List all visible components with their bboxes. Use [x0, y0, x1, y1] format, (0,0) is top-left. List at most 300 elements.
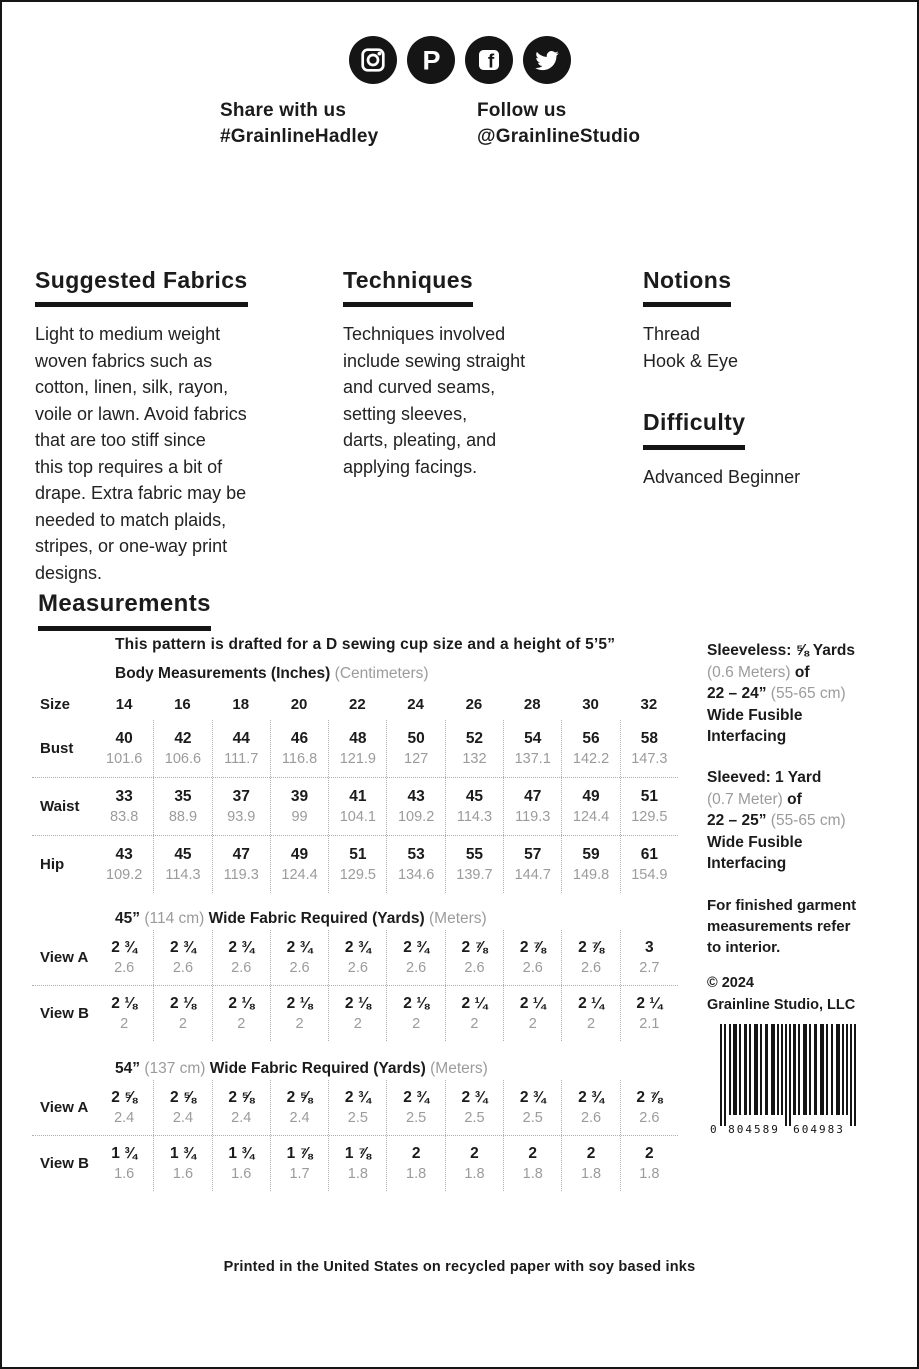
- body-line: drape. Extra fabric may be: [35, 483, 247, 504]
- value-yards: 2 ¾: [519, 1089, 546, 1106]
- value-yards: 2 ⅝: [170, 1089, 196, 1106]
- fabric-cell: [328, 986, 386, 1041]
- fabric-cell: [328, 1136, 386, 1191]
- value-yards: 2 ⅝: [228, 1089, 255, 1106]
- fabric-cell: [153, 1136, 211, 1191]
- table-row-view-b: [32, 985, 678, 1041]
- value-meters: 2.6: [580, 960, 602, 976]
- measure-cell: [153, 778, 211, 835]
- value-yards: 2 ¾: [228, 939, 255, 956]
- fabric-cell: [503, 986, 561, 1041]
- value-yards: 2 ⅛: [228, 995, 255, 1012]
- value-inches: 41: [349, 788, 367, 805]
- fabric-cell: [445, 986, 503, 1041]
- table-row-view-b: [32, 1135, 678, 1191]
- notions-title: Notions: [643, 268, 731, 307]
- value-meters: 1.8: [580, 1166, 602, 1182]
- value-meters: 2.6: [580, 1110, 602, 1126]
- size-value: 20: [290, 696, 308, 713]
- fabric-cell: [386, 1080, 444, 1135]
- body-line: needed to match plaids,: [35, 509, 227, 530]
- body-line: include sewing straight: [343, 350, 526, 371]
- size-value: 30: [582, 696, 599, 713]
- text-line: Interfacing: [707, 728, 787, 745]
- fabric-cell: [153, 1080, 211, 1135]
- fabric-cell: [153, 986, 211, 1041]
- fabric-cell: [620, 930, 678, 985]
- value-inches: 59: [582, 846, 600, 863]
- body-line: woven fabrics such as: [35, 350, 213, 371]
- size-value: 16: [174, 696, 191, 713]
- row-label: View A: [40, 949, 89, 966]
- row-label: Bust: [40, 740, 74, 757]
- fabric-cell: [503, 1080, 561, 1135]
- value-inches: 48: [349, 730, 367, 747]
- measure-cell: [561, 778, 619, 835]
- measure-cell: [328, 836, 386, 893]
- size-value: 18: [232, 696, 250, 713]
- social-icons-row: [2, 36, 917, 84]
- value-inches: 49: [582, 788, 600, 805]
- twitter-icon: [523, 36, 571, 84]
- value-cm: 124.4: [281, 867, 318, 883]
- value-cm: 129.5: [631, 809, 668, 825]
- value-meters: 2.6: [406, 960, 427, 976]
- value-yards: 2 ¾: [461, 1089, 488, 1106]
- sleeveless-interfacing-note: [707, 640, 855, 748]
- measure-cell: [503, 836, 561, 893]
- value-meters: 2: [470, 1016, 479, 1032]
- value-inches: 56: [582, 730, 600, 747]
- value-yards: 2 ¾: [111, 939, 138, 956]
- value-meters: 2.6: [522, 960, 543, 976]
- value-inches: 39: [290, 788, 309, 805]
- text-line: (0.7 Meter) of: [707, 790, 802, 808]
- value-meters: 2.5: [464, 1110, 485, 1126]
- svg-text:P: P: [421, 45, 441, 76]
- value-cm: 114.3: [456, 809, 493, 825]
- value-inches: 58: [640, 730, 658, 747]
- body-line: cotton, linen, silk, rayon,: [35, 377, 229, 398]
- share-block: [220, 98, 378, 150]
- body-line: applying facings.: [343, 456, 478, 477]
- value-yards: 1 ⅞: [344, 1145, 371, 1162]
- measure-cell: [270, 778, 328, 835]
- value-inches: 61: [640, 846, 658, 863]
- measure-cell: [445, 720, 503, 777]
- row-label: Hip: [40, 856, 65, 873]
- value-cm: 88.9: [168, 809, 198, 825]
- measure-cell: [212, 778, 270, 835]
- value-meters: 1.8: [464, 1166, 485, 1182]
- value-yards: 2 ⅛: [286, 995, 313, 1012]
- value-cm: 116.8: [281, 751, 318, 767]
- value-meters: 2.6: [464, 960, 485, 976]
- measure-cell: [445, 778, 503, 835]
- follow-label: Follow us: [477, 100, 567, 121]
- fabric-title-units: (Meters): [429, 910, 487, 927]
- value-yards: 2 ¾: [344, 939, 371, 956]
- fabric-cell: [386, 986, 444, 1041]
- pinterest-icon: [407, 36, 455, 84]
- fabric-cell: [270, 930, 328, 985]
- value-meters: 2: [353, 1016, 362, 1032]
- techniques-title: Techniques: [343, 268, 473, 307]
- body-line: setting sleeves,: [343, 403, 468, 424]
- suggested-fabrics-body: [35, 321, 330, 586]
- value-yards: 2 ⅛: [344, 995, 371, 1012]
- value-cm: 106.6: [164, 751, 202, 767]
- table-row-waist: [32, 777, 678, 835]
- follow-block: [477, 98, 640, 150]
- size-header-row: [32, 691, 678, 718]
- value-meters: 2.6: [114, 960, 135, 976]
- body-line: designs.: [35, 562, 103, 583]
- value-inches: 51: [349, 846, 367, 863]
- value-yards: 2 ⅛: [111, 995, 138, 1012]
- table-row-bust: [32, 720, 678, 777]
- value-yards: 2: [645, 1145, 654, 1162]
- measure-cell: [95, 836, 153, 893]
- value-yards: 2: [586, 1145, 596, 1162]
- value-yards: 1 ¾: [111, 1145, 138, 1162]
- value-yards: 2 ¾: [403, 1089, 430, 1106]
- value-cm: 137.1: [514, 751, 551, 767]
- value-yards: 2 ⅞: [519, 939, 546, 956]
- size-value: 26: [465, 696, 483, 713]
- fabric-width-in: 54”: [115, 1060, 140, 1077]
- fabric-cell: [212, 930, 270, 985]
- fabric-cell: [620, 1136, 678, 1191]
- text-line: Sleeveless: ⅝ Yards: [707, 642, 855, 659]
- value-meters: 2: [120, 1016, 129, 1032]
- body-line: stripes, or one-way print: [35, 536, 228, 557]
- value-meters: 2: [178, 1016, 187, 1032]
- value-cm: 104.1: [339, 809, 376, 825]
- size-value: 22: [348, 696, 366, 713]
- measure-cell: [561, 836, 619, 893]
- value-yards: 2 ⅛: [170, 995, 196, 1012]
- row-label: View B: [40, 1155, 89, 1172]
- barcode-bars: [720, 1024, 856, 1126]
- table-row-view-a: [32, 930, 678, 985]
- measure-cell: [386, 836, 444, 893]
- fabric-cell: [95, 1080, 153, 1135]
- value-cm: 132: [462, 751, 487, 767]
- instagram-icon: [349, 36, 397, 84]
- value-meters: 1.6: [172, 1166, 194, 1182]
- body-measurements-table: [32, 720, 678, 893]
- fabric-cell: [445, 1080, 503, 1135]
- value-cm: 93.9: [227, 809, 256, 825]
- measure-cell: [153, 720, 211, 777]
- value-yards: 2 ¼: [461, 995, 488, 1012]
- value-inches: 42: [174, 730, 192, 747]
- text-line: measurements refer: [707, 918, 851, 935]
- fabric-cell: [270, 1080, 328, 1135]
- measure-cell: [386, 720, 444, 777]
- size-value: 14: [115, 696, 133, 713]
- fabric-cell: [212, 986, 270, 1041]
- notion-item: Hook & Eye: [643, 350, 739, 371]
- value-inches: 46: [290, 730, 309, 747]
- fabric-title-label: Wide Fabric Required (Yards): [208, 910, 425, 927]
- value-inches: 47: [524, 788, 542, 805]
- value-meters: 1.8: [522, 1166, 543, 1182]
- row-label: Waist: [40, 798, 80, 815]
- share-label: Share with us: [220, 100, 347, 121]
- table-row-view-a: [32, 1080, 678, 1135]
- value-inches: 37: [232, 788, 250, 805]
- follow-handle: @GrainlineStudio: [477, 126, 641, 147]
- value-cm: 147.3: [631, 751, 668, 767]
- value-inches: 50: [407, 730, 425, 747]
- value-inches: 47: [232, 846, 250, 863]
- fabric-54-table: [32, 1080, 678, 1191]
- notion-item: Thread: [643, 324, 701, 345]
- fabric-cell: [270, 1136, 328, 1191]
- value-cm: 134.6: [397, 867, 435, 883]
- value-yards: 2 ¾: [170, 939, 196, 956]
- value-meters: 2.1: [639, 1016, 660, 1032]
- value-inches: 43: [407, 788, 425, 805]
- difficulty-title: Difficulty: [643, 410, 745, 449]
- fabric-cell: [561, 986, 619, 1041]
- body-line: and curved seams,: [343, 377, 496, 398]
- body-line: voile or lawn. Avoid fabrics: [35, 403, 247, 424]
- value-meters: 2.6: [289, 960, 310, 976]
- value-yards: 2 ⅞: [578, 939, 604, 956]
- svg-text:f: f: [487, 51, 494, 73]
- measurements-tables: [32, 636, 678, 1191]
- measure-cell: [503, 720, 561, 777]
- value-meters: 2: [295, 1016, 304, 1032]
- body-line: this top requires a bit of: [35, 456, 223, 477]
- value-meters: 2.6: [172, 960, 194, 976]
- value-meters: 2.5: [406, 1110, 427, 1126]
- value-inches: 44: [232, 730, 250, 747]
- value-cm: 142.2: [572, 751, 610, 767]
- text-line: 22 – 24” (55-65 cm): [707, 685, 846, 702]
- value-yards: 2 ⅛: [403, 995, 430, 1012]
- notions-list: [643, 321, 888, 374]
- suggested-fabrics-title: Suggested Fabrics: [35, 268, 248, 307]
- value-meters: 2.5: [347, 1110, 368, 1126]
- value-inches: 43: [115, 846, 133, 863]
- value-meters: 2.6: [231, 960, 252, 976]
- measure-cell: [620, 778, 678, 835]
- value-yards: 1 ⅞: [286, 1145, 313, 1162]
- measure-cell: [328, 778, 386, 835]
- text-line: to interior.: [707, 939, 781, 956]
- size-value: 28: [523, 696, 541, 713]
- value-yards: 2: [470, 1145, 479, 1162]
- fabric-cell: [386, 930, 444, 985]
- finished-garment-note: [707, 895, 856, 958]
- measure-cell: [561, 720, 619, 777]
- fabric-cell: [620, 1080, 678, 1135]
- fabric-cell: [212, 1080, 270, 1135]
- value-yards: 2 ¾: [403, 939, 430, 956]
- fabric-cell: [503, 930, 561, 985]
- value-meters: 2.4: [231, 1110, 252, 1126]
- fabric-width-cm: (137 cm): [144, 1060, 206, 1077]
- measure-cell: [620, 720, 678, 777]
- value-inches: 53: [407, 846, 425, 863]
- fabric-cell: [445, 1136, 503, 1191]
- drafting-note: This pattern is drafted for a D sewing cup size and a height of 5’5”: [115, 636, 616, 653]
- body-line: Techniques involved: [343, 324, 506, 345]
- value-cm: 121.9: [339, 751, 376, 767]
- value-yards: 2 ⅞: [636, 1089, 663, 1106]
- value-cm: 144.7: [514, 867, 551, 883]
- value-meters: 1.7: [289, 1166, 310, 1182]
- value-yards: 1 ¾: [170, 1145, 196, 1162]
- text-line: Interfacing: [707, 855, 787, 872]
- value-cm: 119.3: [515, 809, 551, 825]
- fabric-cell: [561, 1080, 619, 1135]
- value-cm: 124.4: [572, 809, 610, 825]
- value-meters: 2.6: [347, 960, 368, 976]
- fabric-cell: [328, 1080, 386, 1135]
- value-meters: 1.6: [231, 1166, 252, 1182]
- printed-note: Printed in the United States on recycled paper with soy based inks: [223, 1259, 696, 1275]
- measure-cell: [270, 836, 328, 893]
- value-meters: 2.7: [639, 960, 660, 976]
- barcode-left-digits: 804589: [728, 1123, 780, 1136]
- value-meters: 1.8: [347, 1166, 368, 1182]
- fabric-cell: [95, 1136, 153, 1191]
- value-inches: 57: [524, 846, 542, 863]
- value-meters: 2.5: [522, 1110, 543, 1126]
- value-meters: 2: [528, 1016, 537, 1032]
- techniques-section: [343, 268, 608, 480]
- value-yards: 2 ¼: [578, 995, 604, 1012]
- value-inches: 54: [524, 730, 542, 747]
- measure-cell: [386, 778, 444, 835]
- size-value: 32: [640, 696, 658, 713]
- fabric-width-cm: (114 cm): [144, 910, 205, 927]
- copyright: [707, 972, 855, 1016]
- measure-cell: [95, 778, 153, 835]
- value-inches: 40: [115, 730, 133, 747]
- measure-cell: [153, 836, 211, 893]
- value-inches: 52: [465, 730, 484, 747]
- measure-cell: [503, 778, 561, 835]
- fabric-cell: [445, 930, 503, 985]
- value-inches: 35: [174, 788, 192, 805]
- value-yards: 2 ⅞: [461, 939, 488, 956]
- fabric-cell: [561, 1136, 619, 1191]
- fabric-54-title: [115, 1060, 678, 1078]
- value-yards: 2 ⅝: [286, 1089, 313, 1106]
- measure-cell: [95, 720, 153, 777]
- value-yards: 2: [411, 1145, 421, 1162]
- value-cm: 101.6: [106, 751, 143, 767]
- barcode-lead-digit: 0: [710, 1123, 717, 1136]
- value-yards: 1 ¾: [228, 1145, 255, 1162]
- fabric-width-in: 45”: [115, 910, 140, 927]
- row-label: View A: [40, 1099, 89, 1116]
- value-cm: 139.7: [456, 867, 493, 883]
- facebook-icon: [465, 36, 513, 84]
- body-line: Light to medium weight: [35, 324, 221, 345]
- value-meters: 1.6: [114, 1166, 135, 1182]
- value-cm: 109.2: [397, 809, 435, 825]
- copyright-line: © 2024: [707, 975, 754, 991]
- measure-cell: [328, 720, 386, 777]
- value-cm: 111.7: [224, 751, 259, 767]
- text-line: 22 – 25” (55-65 cm): [707, 812, 846, 829]
- fabric-cell: [503, 1136, 561, 1191]
- row-label: View B: [40, 1005, 89, 1022]
- value-yards: 2: [528, 1145, 538, 1162]
- body-heading-cm: (Centimeters): [334, 665, 429, 682]
- upc-barcode: [708, 1022, 858, 1136]
- copyright-line: Grainline Studio, LLC: [707, 997, 856, 1013]
- value-cm: 83.8: [110, 809, 139, 825]
- fabric-cell: [95, 986, 153, 1041]
- value-yards: 2 ⅝: [111, 1089, 138, 1106]
- value-cm: 109.2: [106, 867, 143, 883]
- notions-difficulty-section: [643, 268, 888, 490]
- value-inches: 45: [465, 788, 484, 805]
- value-meters: 2: [412, 1016, 421, 1032]
- size-value: 24: [407, 696, 424, 713]
- value-inches: 55: [465, 846, 484, 863]
- body-heading-inches: Body Measurements (Inches): [115, 665, 331, 682]
- value-yards: 2 ¼: [636, 995, 663, 1012]
- value-inches: 51: [640, 788, 658, 805]
- value-cm: 114.3: [165, 867, 201, 883]
- fabric-45-table: [32, 930, 678, 1041]
- difficulty-level: Advanced Beginner: [643, 466, 801, 487]
- value-yards: 2 ¾: [286, 939, 313, 956]
- value-meters: 2.4: [172, 1110, 194, 1126]
- value-yards: 2 ¾: [578, 1089, 604, 1106]
- suggested-fabrics-section: [35, 268, 330, 586]
- table-row-hip: [32, 835, 678, 893]
- text-line: Wide Fusible: [707, 706, 803, 724]
- value-cm: 129.5: [339, 867, 376, 883]
- text-line: Sleeved: 1 Yard: [707, 769, 822, 786]
- text-line: (0.6 Meters) of: [707, 663, 810, 681]
- fabric-cell: [328, 930, 386, 985]
- measurements-title: Measurements: [38, 591, 211, 631]
- value-cm: 149.8: [572, 867, 610, 883]
- text-line: For finished garment: [707, 897, 857, 914]
- value-yards: 3: [645, 939, 654, 956]
- fabric-title-label: Wide Fabric Required (Yards): [209, 1060, 426, 1077]
- fabric-cell: [212, 1136, 270, 1191]
- value-meters: 2.4: [289, 1110, 310, 1126]
- techniques-body: [343, 321, 608, 480]
- value-inches: 45: [174, 846, 192, 863]
- fabric-title-units: (Meters): [430, 1060, 488, 1077]
- value-meters: 2.6: [639, 1110, 660, 1126]
- body-line: darts, pleating, and: [343, 430, 497, 451]
- value-meters: 1.8: [406, 1166, 427, 1182]
- size-label: Size: [40, 696, 71, 713]
- value-yards: 2 ¾: [344, 1089, 371, 1106]
- measure-cell: [212, 836, 270, 893]
- value-meters: 2.4: [114, 1110, 135, 1126]
- value-cm: 127: [404, 751, 429, 767]
- fabric-45-title: [115, 910, 678, 928]
- fabric-cell: [620, 986, 678, 1041]
- share-hashtag: #GrainlineHadley: [220, 126, 379, 147]
- sleeved-interfacing-note: [707, 767, 846, 875]
